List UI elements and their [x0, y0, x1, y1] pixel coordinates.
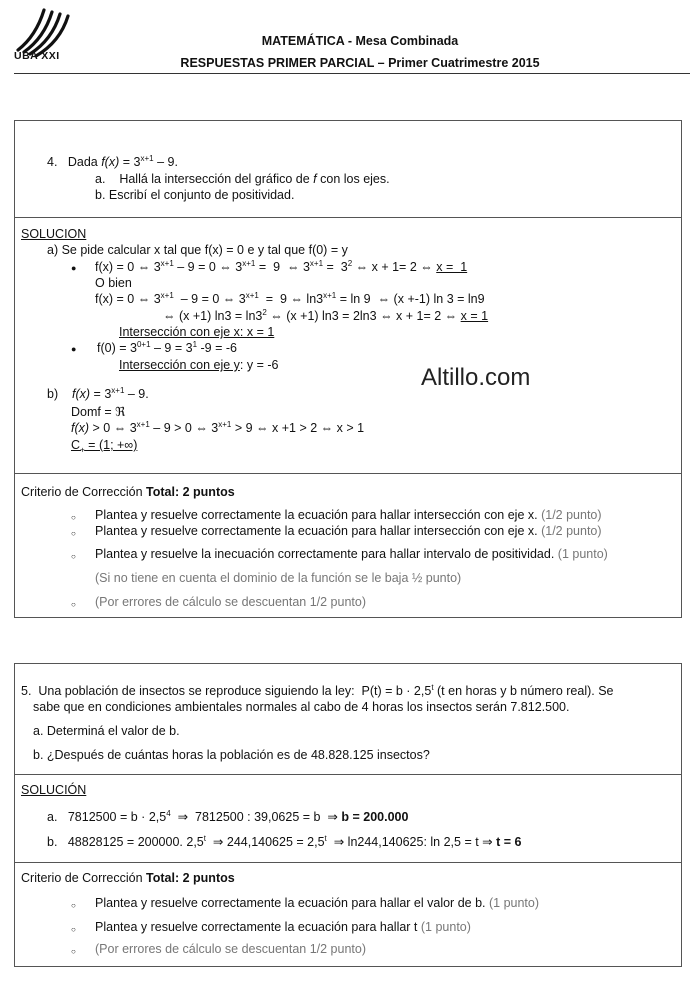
q4-criterion-4: (Por errores de cálculo se descuentan 1/2 punto)	[95, 595, 366, 609]
q4-item-b: b. Escribí el conjunto de positividad.	[95, 188, 295, 202]
q4-eq-line-3: ⇔ (x +1) $\ln 3 = \ln 3^2$ ⇔ (x +1) ln3 = 2ln3 ⇔ x + 1= 2 ⇔ x = 1	[163, 308, 489, 323]
q5-criterio-title: Criterio de Corrección Total: 2 puntos	[21, 871, 235, 885]
q5-solucion-title: SOLUCIÓN	[21, 783, 87, 797]
q4-sol-b: b) $f(x) = 3^{x+1} - 9$.	[47, 386, 149, 401]
q5-statement-line-1: 5. Una población de insectos se reproduce siguiendo la ley: $P(t) = b \cdot 2,5^t$ (t en horas y b número real). Se	[21, 683, 614, 698]
q5-sol-a: a. $7812500 = b \cdot 2,5^4$ ⇒ 7812500 : 39,0625 = b ⇒ b = 200.000	[47, 809, 409, 824]
bullet-icon: ○	[71, 901, 76, 910]
q4-sol-a: a) Se pide calcular x tal que f(x) = 0 e y tal que f(0) = y	[47, 243, 348, 257]
q4-eq-line-4: $f(0) = 3^{0+1} - 9 = 3^1$ -9 = -6	[97, 340, 237, 355]
bullet-icon: ○	[71, 552, 76, 561]
q4-criterion-3: Plantea y resuelve la inecuación correctamente para hallar intervalo de positividad. (1 punto)	[95, 547, 608, 561]
q4-domain: Domf = ℜ	[71, 405, 126, 419]
divider	[15, 473, 681, 474]
q4-criterion-1: Plantea y resuelve correctamente la ecuación para hallar intersección con eje x. (1/2 punto)	[95, 508, 602, 522]
bullet-icon: ○	[71, 529, 76, 538]
header-divider	[14, 73, 690, 74]
bullet-icon: ●	[71, 344, 77, 354]
divider	[15, 774, 681, 775]
q5-item-b: b. ¿Después de cuántas horas la población es de 48.828.125 insectos?	[33, 748, 430, 762]
q5-criterion-2: Plantea y resuelve correctamente la ecuación para hallar t (1 punto)	[95, 920, 471, 934]
q4-solucion-title: SOLUCION	[21, 227, 87, 241]
question-4-box	[14, 120, 682, 618]
q4-positivity-set: $C_+ = (1$; +∞)	[71, 438, 138, 455]
divider	[15, 862, 681, 863]
q4-criterion-3-note: (Si no tiene en cuenta el dominio de la función se le baja ½ punto)	[95, 571, 462, 585]
bullet-icon: ●	[71, 263, 77, 273]
q4-eq-line-1: f(x) = 0 ⇔ $3^{x+1} - 9 = 0$ ⇔ $3^{x+1} = 9$ ⇔ $3^{x+1} = 3^2$ ⇔ x + 1= 2 ⇔ x = 1	[95, 259, 468, 274]
divider	[15, 217, 681, 218]
bullet-icon: ○	[71, 925, 76, 934]
q4-intersection-y: Intersección con eje y: y = -6	[119, 358, 279, 372]
q4-eq-line-2: f(x) = 0 ⇔ $3^{x+1} - 9 = 0$ ⇔ $3^{x+1} = 9$ ⇔ $\ln 3^{x+1} = \ln 9$ ⇔ (x +-1) ln 3 = ln9	[95, 291, 485, 306]
q5-statement-line-2: sabe que en condiciones ambientales normales al cabo de 4 horas los insectos serán 7.812.500.	[33, 700, 570, 714]
q5-criterion-1: Plantea y resuelve correctamente la ecuación para hallar el valor de b. (1 punto)	[95, 896, 540, 910]
q5-criterion-3: (Por errores de cálculo se descuentan 1/2 punto)	[95, 942, 366, 956]
bullet-icon: ○	[71, 513, 76, 522]
page-subtitle: RESPUESTAS PRIMER PARCIAL – Primer Cuatrimestre 2015	[180, 56, 540, 70]
q4-obien: O bien	[95, 276, 132, 290]
question-5-box	[14, 663, 682, 967]
q5-item-a: a. Determiná el valor de b.	[33, 724, 180, 738]
q4-criterio-title: Criterio de Corrección Total: 2 puntos	[21, 485, 235, 499]
q4-intersection-x: Intersección con eje x: x = 1	[119, 325, 275, 339]
watermark: Altillo.com	[421, 364, 531, 391]
q4-item-a: a. Hallá la intersección del gráfico de f con los ejes.	[95, 172, 390, 186]
q4-statement-line: 4. Dada $f(x) = 3^{x+1} - 9$.	[47, 154, 178, 169]
logo-text: UBA XXI	[14, 50, 60, 62]
bullet-icon: ○	[71, 600, 76, 609]
bullet-icon: ○	[71, 947, 76, 956]
q4-eq-line-5: f(x) > 0 ⇔ $3^{x+1} - 9 > 0$ ⇔ $3^{x+1} > 9$ ⇔ x +1 > 2 ⇔ x > 1	[71, 420, 365, 435]
q4-criterion-2: Plantea y resuelve correctamente la ecuación para hallar intersección con eje x. (1/2 punto)	[95, 524, 602, 538]
q5-sol-b: b. 48828125 = 200000. 2,5$^t$ ⇒ $244,140625 = 2,5^t$ ⇒ ln244,140625: ln 2,5 = t ⇒ t = 6	[47, 834, 522, 849]
page-title: MATEMÁTICA - Mesa Combinada	[261, 34, 459, 48]
